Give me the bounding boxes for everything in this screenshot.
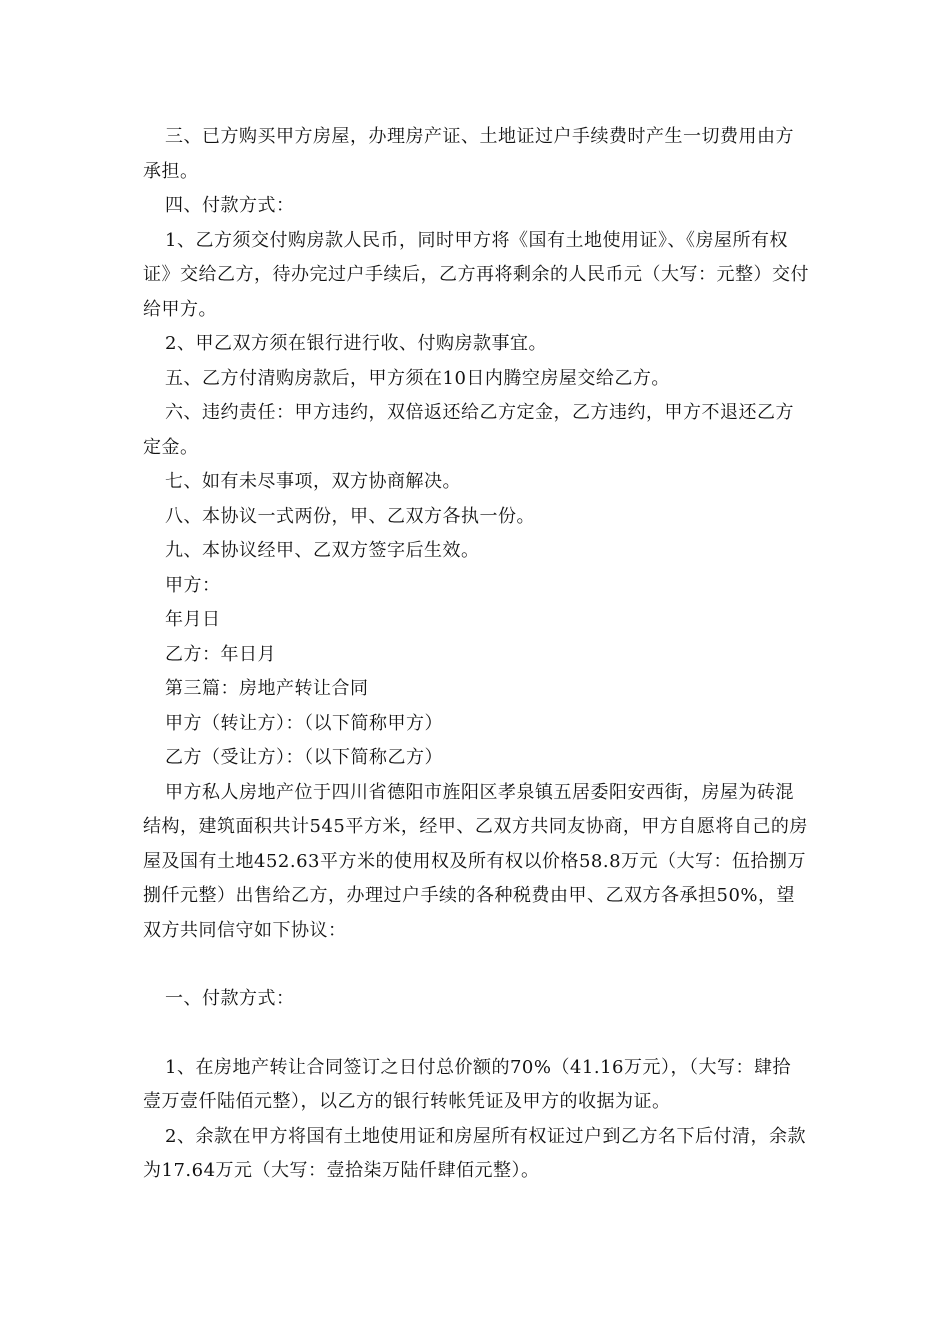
clause-3-fees: 三、已方购买甲方房屋，办理房产证、土地证过户手续费时产生一切费用由方承担。 <box>143 126 794 182</box>
party-a-transferor: 甲方（转让方）：（以下简称甲方） <box>165 712 443 734</box>
property-description: 甲方私人房地产位于四川省德阳市旌阳区孝泉镇五居委阳安西街，房屋为砖混结构，建筑面积共计545平方米，经甲、乙双方共同友协商，甲方自愿将自己的房屋及国有土地452.63平方米的使用权及所有权以价格58.8万元（大写：伍拾捌万捌仟元整）出售给乙方，办理过户手续的各种税费由甲、乙双方各承担50%，望双方共同信守如下协议： <box>143 781 808 941</box>
clause-4-item-2: 2、甲乙双方须在银行进行收、付购房款事宜。 <box>165 333 547 354</box>
party-a-signature-line: 甲方： <box>165 574 221 596</box>
payment-item-2: 2、余款在甲方将国有土地使用证和房屋所有权证过户到乙方名下后付清，余款为17.64万元（大写：壹拾柒万陆仟肆佰元整）。 <box>143 1125 806 1181</box>
payment-heading: 一、付款方式： <box>165 988 295 1009</box>
clause-4-heading: 四、付款方式： <box>165 195 295 216</box>
spacer <box>143 948 809 982</box>
document-body <box>143 120 809 1189</box>
clause-7: 七、如有未尽事项，双方协商解决。 <box>165 471 461 492</box>
spacer <box>143 1017 809 1051</box>
clause-4-item-1: 1、乙方须交付购房款人民币，同时甲方将《国有土地使用证》、《房屋所有权证》交给乙方，待办完过户手续后，乙方再将剩余的人民币元（大写：元整）交付给甲方。 <box>143 229 809 320</box>
party-b-signature-line: 乙方：年日月 <box>165 643 276 665</box>
payment-item-1: 1、在房地产转让合同签订之日付总价额的70%（41.16万元），（大写：肆拾壹万壹仟陆佰元整），以乙方的银行转帐凭证及甲方的收据为证。 <box>143 1056 791 1112</box>
clause-5: 五、乙方付清购房款后，甲方须在10日内腾空房屋交给乙方。 <box>165 367 670 389</box>
party-b-transferee: 乙方（受让方）：（以下简称乙方） <box>165 747 443 768</box>
party-a-date-line: 年月日 <box>165 609 221 630</box>
clause-6-breach: 六、违约责任：甲方违约，双倍返还给乙方定金，乙方违约，甲方不退还乙方定金。 <box>143 402 794 458</box>
section-title: 第三篇：房地产转让合同 <box>165 678 369 699</box>
clause-8: 八、本协议一式两份，甲、乙双方各执一份。 <box>165 505 535 527</box>
clause-9: 九、本协议经甲、乙双方签字后生效。 <box>165 540 480 561</box>
